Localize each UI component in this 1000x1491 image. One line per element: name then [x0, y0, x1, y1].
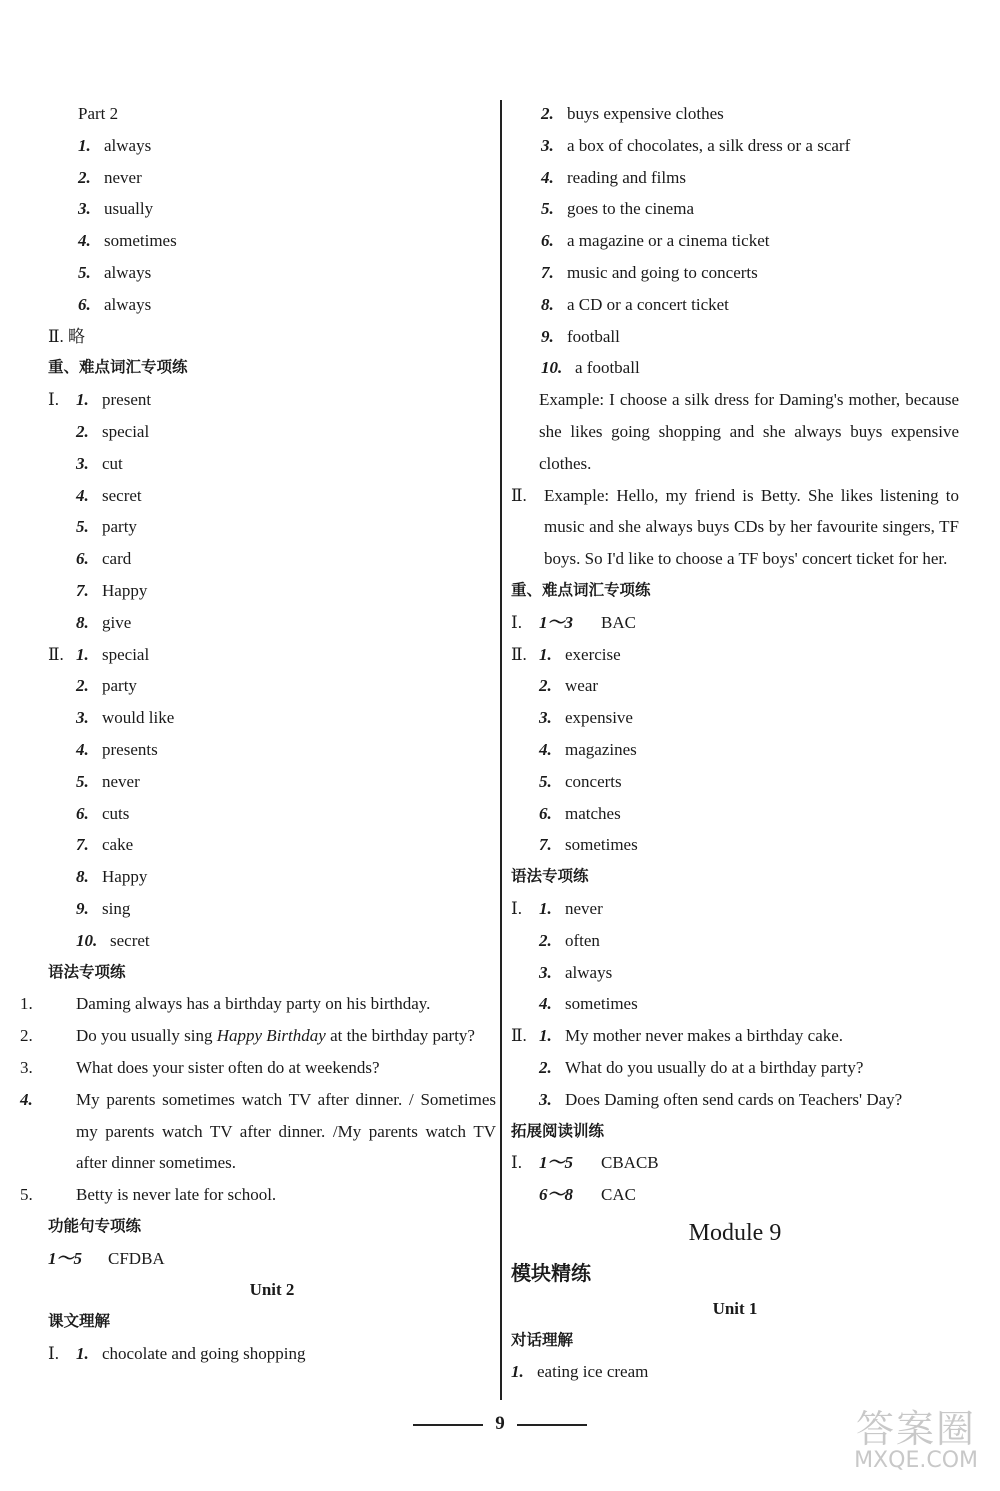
answer-item: 2. often — [539, 930, 600, 950]
page-footer — [0, 1413, 1000, 1435]
part-heading: Part 2 — [78, 104, 119, 123]
grammar-sentence: 4. My parents sometimes watch TV after dinner. / Sometimes my parents watch TV after dinner. /My parents watch TV after dinner sometimes. — [20, 1089, 496, 1173]
answer-item: 3. would like — [76, 708, 175, 728]
answer-range: 6～8 CAC — [539, 1185, 636, 1205]
answer-item: 2. party — [76, 676, 137, 696]
answer-item: 1. eating ice cream — [511, 1362, 649, 1382]
grammar-sentence: 3. What does your sister often do at weekends? — [20, 1057, 380, 1077]
answer-item: 7. music and going to concerts — [541, 262, 758, 282]
section-heading-reading: 拓展阅读训练 — [511, 1121, 605, 1140]
section-heading-grammar: 语法专项练 — [48, 962, 126, 981]
example-paragraph: Example: I choose a silk dress for Daming's mother, because she likes going shopping and she always buys expensive clothes. — [539, 390, 959, 473]
section-heading-vocab: 重、难点词汇专项练 — [511, 580, 651, 599]
grammar-sentence: 1. Daming always has a birthday party on his birthday. — [20, 994, 431, 1014]
section-heading-module-practice: 模块精练 — [511, 1260, 591, 1285]
left-column — [20, 98, 496, 1370]
answer-item: 7. sometimes — [539, 835, 638, 855]
watermark — [854, 1409, 978, 1473]
answer-item: 10. a football — [541, 358, 640, 378]
answer-range: Ⅰ. 1～5 CBACB — [511, 1153, 659, 1173]
answer-item: Ⅰ. 1. chocolate and going shopping — [48, 1344, 306, 1364]
answer-item: Ⅱ. 1. exercise — [511, 644, 621, 664]
answer-item: 4. sometimes — [78, 231, 177, 251]
answer-item: 2. special — [76, 421, 150, 441]
answer-item: 8. a CD or a concert ticket — [541, 294, 729, 314]
grammar-sentence: 2. Do you usually sing Happy Birthday at the birthday party? — [20, 1026, 475, 1046]
answer-range: Ⅰ. 1～3 BAC — [511, 612, 636, 632]
example-paragraph-2: Ⅱ. Example: Hello, my friend is Betty. She likes listening to music and she always buys CDs by her favourite singers, TF boys. So I'd like to choose a TF boys' concert ticket for her. — [511, 485, 959, 569]
answer-item: 6. card — [76, 549, 132, 569]
answer-item: 3. Does Daming often send cards on Teachers' Day? — [539, 1089, 903, 1109]
answer-item: 6. a magazine or a cinema ticket — [541, 231, 770, 251]
answer-item: 7. Happy — [76, 580, 148, 600]
answer-item: 7. cake — [76, 835, 134, 855]
answer-item: 4. magazines — [539, 739, 637, 759]
answer-item: 6. matches — [539, 803, 621, 823]
answer-item: 8. give — [76, 612, 132, 632]
footer-ornament-left — [413, 1424, 483, 1426]
answer-item: 10. secret — [76, 930, 150, 950]
answer-item: Ⅱ. 1. special — [48, 644, 150, 664]
footer-ornament-right — [517, 1424, 587, 1426]
column-divider — [500, 100, 502, 1400]
answer-item: 4. secret — [76, 485, 142, 505]
watermark-url: MXQE.COM — [854, 1448, 978, 1473]
section-heading-function: 功能句专项练 — [48, 1216, 142, 1235]
answer-item: 1. always — [78, 135, 152, 155]
answer-item: 3. always — [539, 962, 613, 982]
answer-range: 1～5 CFDBA — [48, 1248, 165, 1268]
answer-item: 5. concerts — [539, 771, 622, 791]
page-number: 9 — [495, 1413, 505, 1434]
answer-item: 3. usually — [78, 199, 154, 219]
answer-item: 4. reading and films — [541, 167, 686, 187]
answer-item: 6. always — [78, 294, 152, 314]
right-column — [511, 98, 959, 1388]
answer-item: 5. party — [76, 517, 137, 537]
module-title: Module 9 — [688, 1219, 782, 1246]
unit-title: Unit 1 — [712, 1298, 758, 1318]
answer-item: 2. What do you usually do at a birthday party? — [539, 1057, 864, 1077]
answer-item: 5. goes to the cinema — [541, 199, 694, 219]
answer-item: Ⅰ. 1. never — [511, 898, 603, 918]
answer-item: 8. Happy — [76, 867, 148, 887]
watermark-title: 答案圈 — [856, 1407, 977, 1451]
answer-item: 3. a box of chocolates, a silk dress or a scarf — [541, 135, 851, 155]
answer-item: 4. sometimes — [539, 994, 638, 1014]
answer-item: 2. wear — [539, 676, 599, 696]
unit-title: Unit 2 — [249, 1280, 295, 1300]
answer-item: 9. football — [541, 326, 620, 346]
answer-item: 5. never — [76, 771, 140, 791]
answer-item: 9. sing — [76, 898, 131, 918]
answer-item: 2. never — [78, 167, 142, 187]
answer-item: Ⅱ. 1. My mother never makes a birthday cake. — [511, 1026, 844, 1046]
answer-item: 4. presents — [76, 739, 158, 759]
answer-item: 3. cut — [76, 453, 123, 473]
section-heading-grammar: 语法专项练 — [511, 867, 589, 886]
section-heading-vocab: 重、难点词汇专项练 — [48, 358, 188, 377]
answer-item: 5. always — [78, 262, 152, 282]
section-heading-text: 课文理解 — [48, 1312, 111, 1331]
answer-item: Ⅰ. 1. present — [48, 390, 152, 410]
answer-omitted: Ⅱ. 略 — [48, 326, 86, 346]
grammar-sentence: 5. Betty is never late for school. — [20, 1185, 277, 1205]
answer-item: 6. cuts — [76, 803, 130, 823]
answer-item: 3. expensive — [539, 708, 633, 728]
section-heading-dialog: 对话理解 — [511, 1330, 574, 1349]
answer-item: 2. buys expensive clothes — [541, 104, 724, 123]
